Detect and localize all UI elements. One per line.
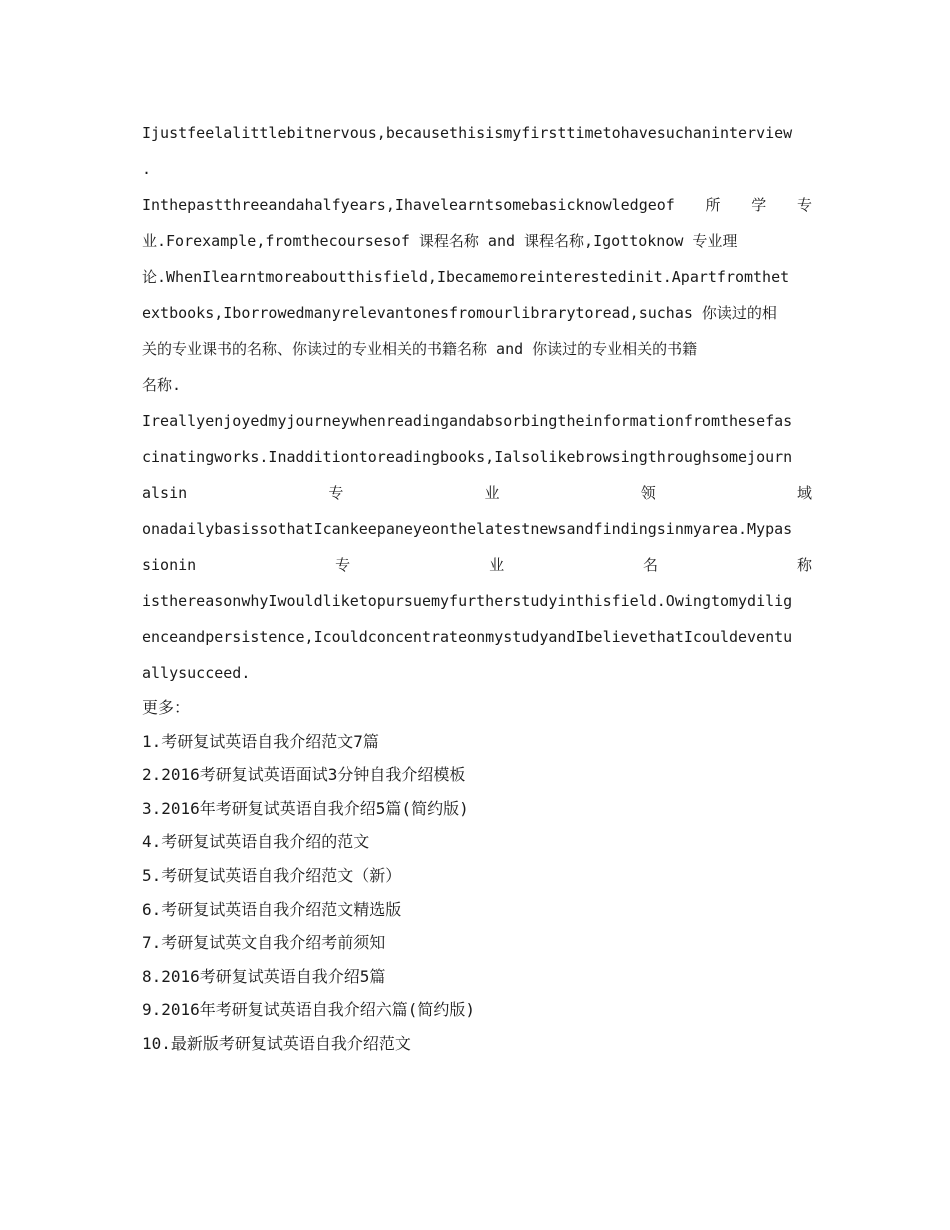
paragraph-3-line-5-word: 专: [335, 556, 351, 574]
paragraph-3-line-5-word: 业: [489, 556, 505, 574]
paragraph-2-line-3: 论.WhenIlearntmoreaboutthisfield,Ibecamemoreinterestedinit.Apartfromthet: [142, 268, 790, 286]
paragraph-3-line-3-word: 专: [328, 484, 344, 502]
list-item[interactable]: 8.2016考研复试英语自我介绍5篇: [142, 966, 386, 986]
paragraph-2-line-6: 名称.: [142, 376, 182, 394]
list-item[interactable]: 2.2016考研复试英语面试3分钟自我介绍模板: [142, 765, 466, 785]
paragraph-2-line-1-word: 所: [705, 196, 721, 214]
list-item[interactable]: 7.考研复试英文自我介绍考前须知: [142, 933, 386, 953]
paragraph-2-line-1: [142, 187, 812, 223]
paragraph-3-line-3-word: 域: [796, 484, 812, 502]
list-item[interactable]: 1.考研复试英语自我介绍范文7篇: [142, 731, 379, 751]
document-page: [142, 115, 812, 1061]
paragraph-3-line-3-word: 领: [640, 484, 656, 502]
paragraph-2-line-2: 业.Forexample,fromthecoursesof 课程名称 and 课程名称,Igottoknow 专业理: [142, 232, 738, 250]
paragraph-1-line-1: Ijustfeelalittlebitnervous,becausethisismyfirsttimetohavesuchaninterview: [142, 124, 793, 142]
list-item[interactable]: 4.考研复试英语自我介绍的范文: [142, 832, 370, 852]
paragraph-3-line-8: allysucceed.: [142, 664, 251, 682]
paragraph-2-line-1-word: 专: [796, 196, 812, 214]
paragraph-3-line-3-text: alsin: [142, 484, 188, 502]
paragraph-3-line-5-word: 名: [643, 556, 659, 574]
list-item[interactable]: 6.考研复试英语自我介绍范文精选版: [142, 899, 402, 919]
paragraph-2-line-1-text: Inthepastthreeandahalfyears,Ihavelearntsomebasicknowledgeof: [142, 196, 675, 214]
paragraph-3-line-5-word: 称: [796, 556, 812, 574]
paragraph-3-line-5-text: sionin: [142, 556, 197, 574]
paragraph-3-line-3-word: 业: [484, 484, 500, 502]
paragraph-3-line-3: [142, 475, 812, 511]
more-heading: 更多：: [142, 698, 191, 717]
list-item[interactable]: 10.最新版考研复试英语自我介绍范文: [142, 1033, 411, 1053]
paragraph-2-line-5: 关的专业课书的名称、你读过的专业相关的书籍名称 and 你读过的专业相关的书籍: [142, 340, 698, 358]
paragraph-3-line-5: [142, 547, 812, 583]
list-item[interactable]: 9.2016年考研复试英语自我介绍六篇(简约版): [142, 1000, 476, 1020]
paragraph-2-line-1-word: 学: [751, 196, 767, 214]
paragraph-3-line-7: enceandpersistence,IcouldconcentrateonmystudyandIbelievethatIcouldeventu: [142, 628, 793, 646]
paragraph-1-line-2: .: [142, 160, 152, 178]
paragraph-3-line-2: cinatingworks.Inadditiontoreadingbooks,Ialsolikebrowsingthroughsomejourn: [142, 448, 793, 466]
paragraph-3-line-6: isthereasonwhyIwouldliketopursuemyfurtherstudyinthisfield.Owingtomydilig: [142, 592, 793, 610]
paragraph-3-line-1: Ireallyenjoyedmyjourneywhenreadingandabsorbingtheinformationfromthesefas: [142, 412, 793, 430]
paragraph-3-line-4: onadailybasissothatIcankeepaneyeonthelatestnewsandfindingsinmyarea.Mypas: [142, 520, 793, 538]
list-item[interactable]: 3.2016年考研复试英语自我介绍5篇(简约版): [142, 798, 469, 818]
paragraph-2-line-4: extbooks,Iborrowedmanyrelevantonesfromourlibrarytoread,suchas 你读过的相: [142, 304, 777, 322]
list-item[interactable]: 5.考研复试英语自我介绍范文（新）: [142, 865, 402, 885]
